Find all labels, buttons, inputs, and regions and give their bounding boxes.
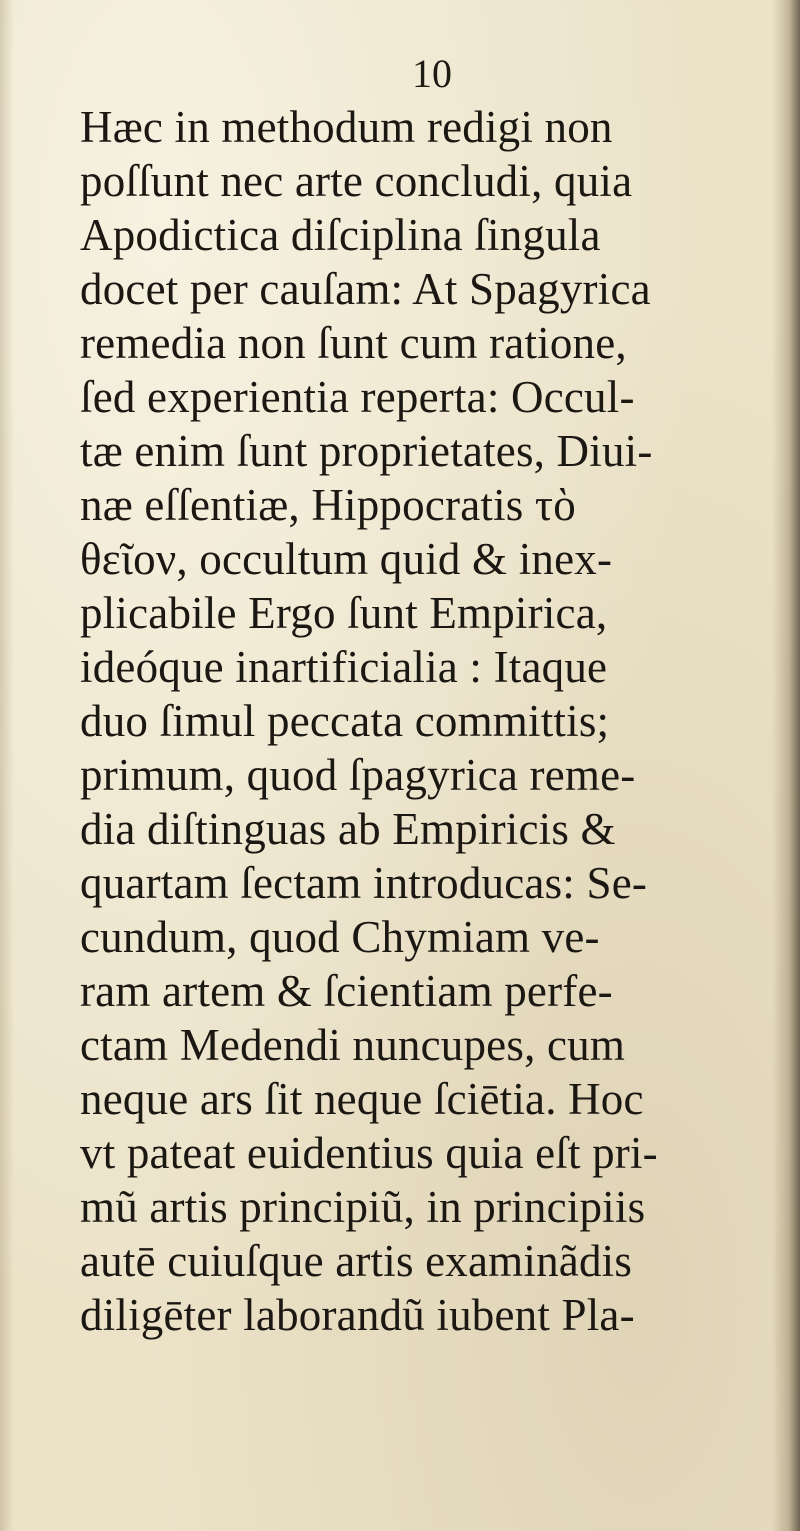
text-line: ram artem & ſcientiam perfe- [80, 966, 613, 1016]
text-line: mũ artis principiũ, in principiis [80, 1182, 646, 1232]
body-text [80, 100, 770, 1342]
text-line: dia diſtinguas ab Empiricis & [80, 804, 616, 854]
page-gutter-shadow [772, 0, 800, 1531]
text-line: ſed experientia reperta: Occul- [80, 372, 635, 422]
text-line: Apodictica diſciplina ſingula [80, 210, 601, 260]
text-line: remedia non ſunt cum ratione, [80, 318, 627, 368]
text-line: duo ſimul peccata committis; [80, 696, 610, 746]
text-line: ctam Medendi nuncupes, cum [80, 1020, 626, 1070]
text-line: cundum, quod Chymiam ve- [80, 912, 600, 962]
text-line: tæ enim ſunt proprietates, Diui- [80, 426, 653, 476]
text-line: neque ars ſit neque ſciētia. Hoc [80, 1074, 644, 1124]
text-line: poſſunt nec arte concludi, quia [80, 156, 633, 206]
text-line: docet per cauſam: At Spagyrica [80, 264, 651, 314]
text-line: plicabile Ergo ſunt Empirica, [80, 588, 608, 638]
text-line: θεῖον, occultum quid & inex- [80, 534, 613, 584]
text-line: primum, quod ſpagyrica reme- [80, 750, 636, 800]
text-line: næ eſſentiæ, Hippocratis τὸ [80, 480, 576, 530]
text-line: autē cuiuſque artis examinãdis [80, 1236, 633, 1286]
page-left-shadow [0, 0, 14, 1531]
text-line: vt pateat euidentius quia eſt pri- [80, 1128, 658, 1178]
text-line: quartam ſectam introducas: Se- [80, 858, 648, 908]
text-line: diligēter laborandũ iubent Pla- [80, 1290, 635, 1340]
page-number: 10 [412, 51, 452, 96]
text-line: Hæc in methodum redigi non [80, 102, 613, 152]
text-line: ideóque inartificialia : Itaque [80, 642, 608, 692]
